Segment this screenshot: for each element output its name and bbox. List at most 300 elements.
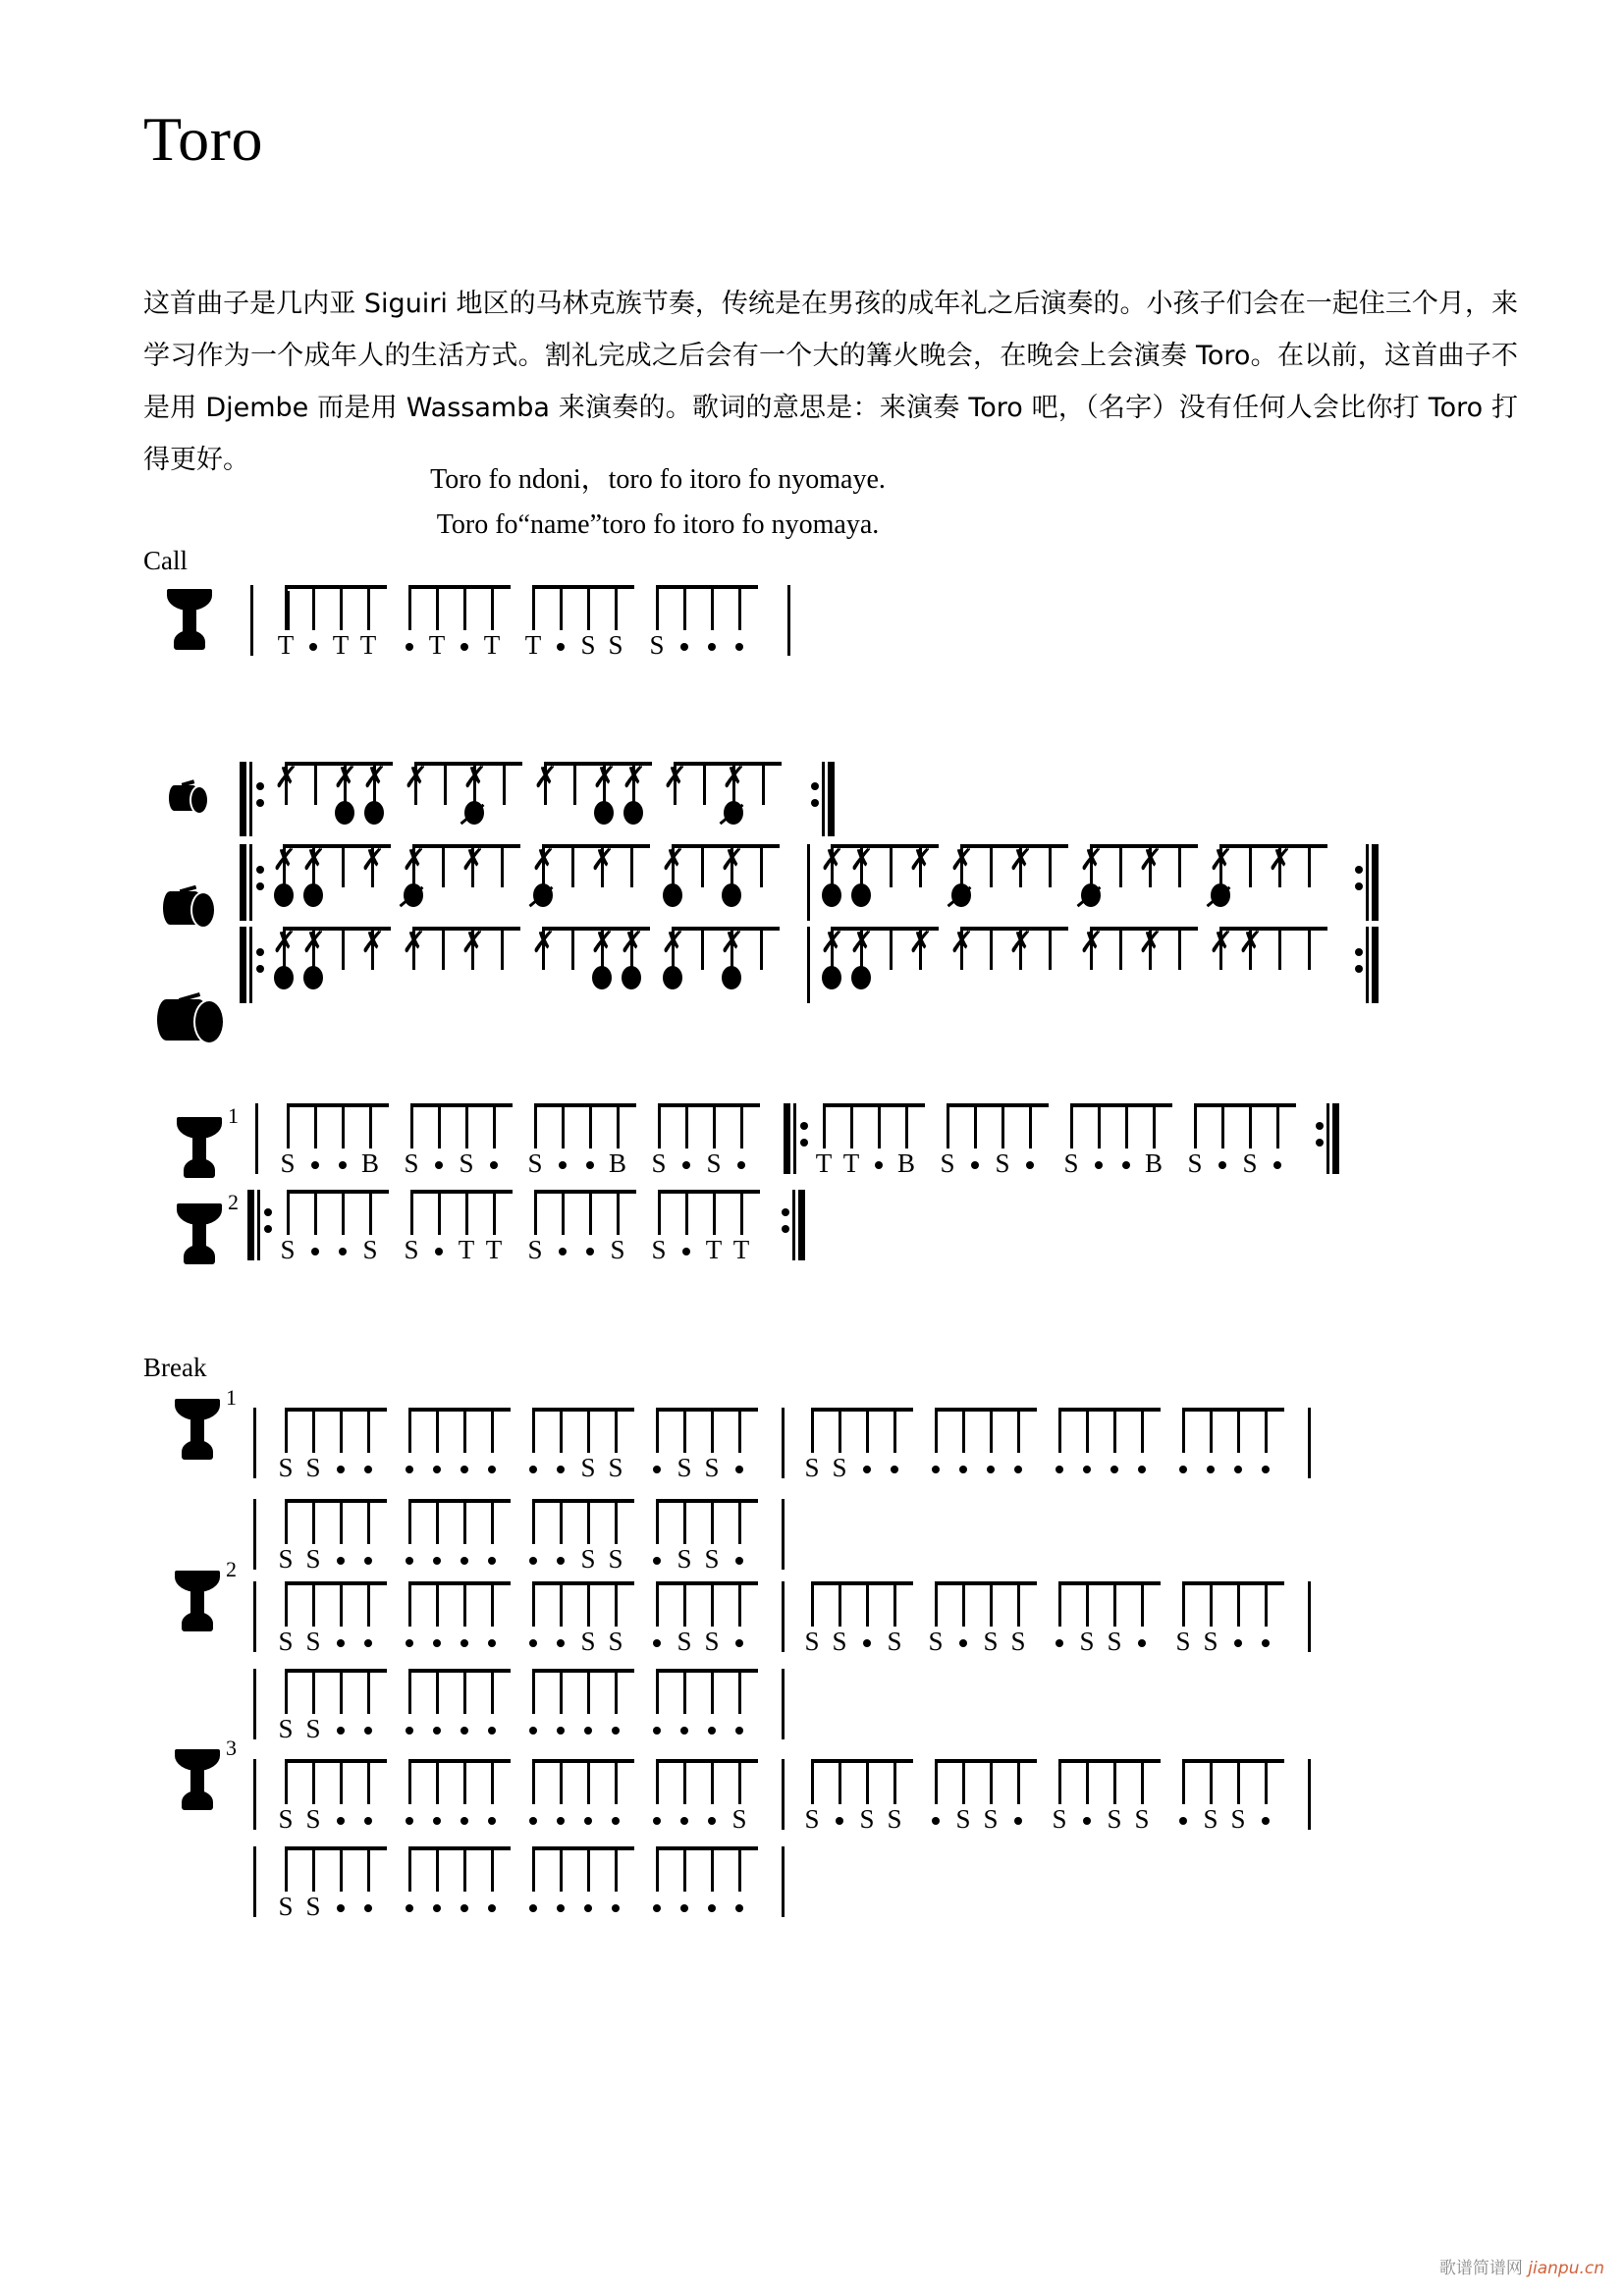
rest-dot-glyph bbox=[559, 1161, 567, 1169]
beam bbox=[285, 1759, 387, 1763]
repeat-thin-bar bbox=[249, 762, 252, 836]
repeat-dots bbox=[1316, 1113, 1324, 1155]
section-label-call: Call bbox=[143, 546, 188, 575]
lyrics-block bbox=[0, 457, 1316, 548]
stroke-letter: S bbox=[983, 1804, 999, 1834]
stroke-letter: S bbox=[527, 1148, 543, 1178]
beam bbox=[285, 1408, 387, 1412]
bell-x-notehead: ✗ bbox=[622, 761, 647, 795]
note-stem bbox=[1210, 1408, 1213, 1453]
rest-dot-glyph bbox=[1234, 1639, 1242, 1647]
beam bbox=[811, 1759, 913, 1763]
note-stem bbox=[890, 927, 893, 970]
note-stem bbox=[501, 844, 504, 887]
rest-dot-glyph bbox=[1179, 1466, 1187, 1473]
beam bbox=[1194, 1103, 1296, 1107]
rest-dot-glyph bbox=[364, 1727, 372, 1735]
stroke-letter: S bbox=[804, 1453, 820, 1482]
stroke-letter: S bbox=[651, 1148, 667, 1178]
note-stem bbox=[438, 1103, 441, 1148]
stroke-letter: B bbox=[360, 1148, 379, 1178]
rest-dot-glyph bbox=[682, 1161, 690, 1169]
note-stem bbox=[562, 1190, 565, 1235]
rest-dot-glyph bbox=[1262, 1639, 1270, 1647]
note-stem bbox=[615, 585, 618, 630]
repeat-thick-bar bbox=[828, 762, 835, 836]
bell-x-notehead: ✗ bbox=[908, 843, 934, 878]
stroke-letter: S bbox=[649, 630, 665, 660]
note-stem bbox=[491, 1408, 494, 1453]
bell-x-notehead: ✗ bbox=[720, 843, 745, 878]
note-stem bbox=[990, 1759, 993, 1804]
note-stem bbox=[285, 1669, 288, 1714]
stroke-letter: S bbox=[1107, 1804, 1122, 1834]
stroke-letter: S bbox=[677, 1544, 692, 1574]
note-stem bbox=[685, 1190, 688, 1235]
bell-x-notehead: ✗ bbox=[531, 926, 557, 960]
rest-dot-glyph bbox=[836, 1817, 843, 1825]
note-stem bbox=[713, 1103, 716, 1148]
stroke-letter: S bbox=[305, 1714, 321, 1743]
barline bbox=[253, 1846, 256, 1917]
ending-number: 2 bbox=[228, 1190, 239, 1214]
note-stem bbox=[701, 927, 704, 970]
note-stem bbox=[1265, 1581, 1268, 1627]
stroke-letter: S bbox=[608, 630, 623, 660]
rest-dot-glyph bbox=[337, 1639, 345, 1647]
note-stem bbox=[463, 1759, 466, 1804]
stroke-letter: T bbox=[732, 1235, 750, 1264]
note-stem bbox=[866, 1581, 869, 1627]
rest-dot-glyph bbox=[708, 1817, 716, 1825]
stroke-letter: S bbox=[305, 1892, 321, 1921]
note-stem bbox=[711, 1669, 714, 1714]
rest-dot-glyph bbox=[1056, 1466, 1063, 1473]
stroke-letter: S bbox=[608, 1627, 623, 1656]
repeat-end-sign bbox=[1355, 844, 1379, 921]
beam bbox=[532, 1499, 634, 1503]
rest-dot-glyph bbox=[863, 1639, 871, 1647]
stroke-letter: S bbox=[704, 1627, 720, 1656]
dunun-notehead bbox=[851, 966, 871, 989]
note-stem bbox=[683, 1581, 686, 1627]
rest-dot-glyph bbox=[337, 1817, 345, 1825]
beam bbox=[656, 1581, 758, 1585]
djembe-base bbox=[182, 1790, 213, 1810]
note-stem bbox=[713, 1190, 716, 1235]
note-stem bbox=[962, 1759, 965, 1804]
repeat-thick-bar bbox=[784, 1103, 790, 1174]
rest-dot-glyph bbox=[311, 1248, 319, 1255]
note-stem bbox=[1182, 1581, 1185, 1627]
note-stem bbox=[890, 844, 893, 887]
note-stem bbox=[893, 1408, 896, 1453]
note-stem bbox=[658, 1190, 661, 1235]
rest-dot-glyph bbox=[435, 1248, 443, 1255]
note-stem bbox=[1237, 1408, 1240, 1453]
beam bbox=[1070, 1103, 1172, 1107]
note-stem bbox=[491, 1759, 494, 1804]
beam bbox=[408, 1669, 511, 1673]
beam bbox=[410, 1190, 513, 1194]
note-stem bbox=[340, 1759, 343, 1804]
note-stem bbox=[656, 585, 659, 630]
rest-dot-glyph bbox=[653, 1466, 661, 1473]
note-stem bbox=[738, 1759, 741, 1804]
beam bbox=[656, 1408, 758, 1412]
rest-dot-glyph bbox=[433, 1557, 441, 1565]
stroke-letter: S bbox=[983, 1627, 999, 1656]
rest-dot-glyph bbox=[875, 1161, 883, 1169]
beam bbox=[532, 585, 634, 589]
stroke-letter: S bbox=[404, 1148, 419, 1178]
note-stem bbox=[839, 1759, 841, 1804]
beam bbox=[935, 1759, 1037, 1763]
note-stem bbox=[442, 844, 445, 887]
repeat-thick-bar bbox=[240, 927, 246, 1003]
note-stem bbox=[1113, 1581, 1116, 1627]
barline bbox=[782, 1669, 785, 1739]
repeat-thick-bar bbox=[1372, 927, 1379, 1003]
rest-dot-glyph bbox=[557, 1817, 565, 1825]
stroke-letter: T bbox=[359, 630, 377, 660]
note-stem bbox=[463, 1669, 466, 1714]
barline bbox=[253, 1581, 256, 1652]
stroke-letter: T bbox=[277, 630, 295, 660]
ending-number: 1 bbox=[226, 1385, 237, 1410]
rest-dot-glyph bbox=[708, 643, 716, 651]
stroke-letter: S bbox=[704, 1544, 720, 1574]
bell-x-notehead: ✗ bbox=[1209, 843, 1234, 878]
beam bbox=[532, 1846, 634, 1850]
stroke-letter: S bbox=[1010, 1627, 1026, 1656]
rest-dot-glyph bbox=[337, 1904, 345, 1912]
bell-x-notehead: ✗ bbox=[1008, 843, 1034, 878]
note-stem bbox=[560, 1581, 563, 1627]
beam bbox=[1219, 927, 1327, 931]
note-stem bbox=[760, 844, 763, 887]
rest-dot-glyph bbox=[433, 1817, 441, 1825]
beam bbox=[656, 1499, 758, 1503]
rest-dot-glyph bbox=[1273, 1161, 1281, 1169]
stroke-letter: S bbox=[651, 1235, 667, 1264]
bell-x-notehead: ✗ bbox=[820, 843, 845, 878]
note-stem bbox=[369, 1103, 372, 1148]
barline bbox=[250, 585, 253, 656]
rest-dot-glyph bbox=[653, 1904, 661, 1912]
note-stem bbox=[811, 1581, 814, 1627]
stroke-letter: S bbox=[832, 1453, 847, 1482]
barline bbox=[1308, 1581, 1311, 1652]
repeat-start-sign bbox=[784, 1103, 807, 1174]
repeat-thin-bar bbox=[257, 1190, 260, 1260]
barline bbox=[1308, 1759, 1311, 1830]
note-stem bbox=[314, 1190, 317, 1235]
stroke-letter: S bbox=[305, 1453, 321, 1482]
note-stem bbox=[587, 1408, 590, 1453]
note-stem bbox=[532, 1759, 535, 1804]
note-stem bbox=[444, 762, 447, 805]
repeat-dots bbox=[256, 939, 264, 982]
rest-dot-glyph bbox=[557, 1727, 565, 1735]
note-stem bbox=[493, 1190, 496, 1235]
note-stem bbox=[340, 1581, 343, 1627]
barline bbox=[255, 1103, 258, 1174]
note-stem bbox=[503, 762, 506, 805]
rest-dot-glyph bbox=[737, 1161, 745, 1169]
repeat-end-sign bbox=[1316, 1103, 1339, 1174]
note-stem bbox=[990, 1581, 993, 1627]
dunun-notehead bbox=[622, 966, 641, 989]
bell-x-notehead: ✗ bbox=[301, 926, 327, 960]
note-stem bbox=[1086, 1759, 1089, 1804]
rest-dot-glyph bbox=[406, 1466, 413, 1473]
repeat-dots bbox=[264, 1200, 272, 1242]
dunun-notehead bbox=[303, 883, 323, 907]
beam bbox=[658, 1190, 760, 1194]
rest-dot-glyph bbox=[586, 1248, 594, 1255]
description-paragraph bbox=[143, 278, 1518, 486]
note-stem bbox=[312, 585, 315, 630]
stroke-letter: S bbox=[1063, 1148, 1079, 1178]
beam bbox=[935, 1408, 1037, 1412]
note-stem bbox=[367, 1581, 370, 1627]
stroke-letter: S bbox=[305, 1627, 321, 1656]
stroke-letter: S bbox=[887, 1627, 902, 1656]
note-stem bbox=[738, 585, 741, 630]
rest-dot-glyph bbox=[460, 1466, 468, 1473]
note-stem bbox=[367, 1499, 370, 1544]
barline bbox=[1308, 1408, 1311, 1478]
note-stem bbox=[463, 1846, 466, 1892]
note-stem bbox=[463, 1408, 466, 1453]
djembe-icon bbox=[177, 1103, 239, 1178]
note-stem bbox=[436, 1759, 439, 1804]
dunun-notehead bbox=[623, 801, 643, 825]
rest-dot-glyph bbox=[584, 1904, 592, 1912]
repeat-start-sign bbox=[240, 927, 263, 1003]
rest-dot-glyph bbox=[364, 1817, 372, 1825]
note-stem bbox=[1308, 927, 1311, 970]
note-stem bbox=[711, 1759, 714, 1804]
note-stem bbox=[532, 1499, 535, 1544]
bell-x-notehead: ✗ bbox=[462, 761, 488, 795]
barline bbox=[807, 927, 810, 1003]
beam bbox=[947, 1103, 1049, 1107]
note-stem bbox=[1153, 1103, 1156, 1148]
note-stem bbox=[866, 1408, 869, 1453]
rest-dot-glyph bbox=[653, 1557, 661, 1565]
note-stem bbox=[656, 1669, 659, 1714]
bell-x-notehead: ✗ bbox=[1079, 843, 1105, 878]
repeat-dots bbox=[1355, 939, 1363, 982]
rest-dot-glyph bbox=[1218, 1161, 1226, 1169]
note-stem bbox=[1178, 844, 1181, 887]
note-stem bbox=[340, 1408, 343, 1453]
note-stem bbox=[285, 1846, 288, 1892]
note-stem bbox=[491, 1846, 494, 1892]
stroke-letter: S bbox=[1079, 1627, 1095, 1656]
pickup-hook bbox=[287, 591, 290, 630]
note-stem bbox=[587, 1499, 590, 1544]
note-stem bbox=[683, 1669, 686, 1714]
rest-dot-glyph bbox=[735, 1466, 743, 1473]
bell-x-notehead: ✗ bbox=[949, 926, 975, 960]
dunun-icon bbox=[169, 785, 208, 811]
barline bbox=[782, 1408, 785, 1478]
stroke-letter: S bbox=[1203, 1804, 1218, 1834]
note-stem bbox=[615, 1499, 618, 1544]
rest-dot-glyph bbox=[488, 1727, 496, 1735]
note-stem bbox=[1058, 1408, 1061, 1453]
stroke-letter: B bbox=[1144, 1148, 1163, 1178]
note-stem bbox=[1237, 1581, 1240, 1627]
note-stem bbox=[285, 1499, 288, 1544]
note-stem bbox=[1141, 1581, 1144, 1627]
bell-x-notehead: ✗ bbox=[1079, 926, 1105, 960]
note-stem bbox=[1210, 1581, 1213, 1627]
repeat-thick-bar bbox=[240, 762, 246, 836]
note-stem bbox=[962, 1581, 965, 1627]
repeat-thin-bar bbox=[1366, 927, 1369, 1003]
barline bbox=[253, 1759, 256, 1830]
note-stem bbox=[656, 1846, 659, 1892]
note-stem bbox=[342, 844, 345, 887]
note-stem bbox=[408, 1408, 411, 1453]
note-stem bbox=[1141, 1759, 1144, 1804]
rest-dot-glyph bbox=[971, 1161, 979, 1169]
stroke-letter: T bbox=[842, 1148, 860, 1178]
note-stem bbox=[893, 1581, 896, 1627]
beam bbox=[408, 1581, 511, 1585]
stroke-letter: S bbox=[305, 1804, 321, 1834]
beam bbox=[287, 1190, 389, 1194]
rest-dot-glyph bbox=[1110, 1466, 1118, 1473]
bell-x-notehead: ✗ bbox=[460, 926, 486, 960]
rest-dot-glyph bbox=[460, 1817, 468, 1825]
beam bbox=[285, 1581, 387, 1585]
beam bbox=[408, 1846, 511, 1850]
note-stem bbox=[615, 1669, 618, 1714]
note-stem bbox=[560, 585, 563, 630]
bell-x-notehead: ✗ bbox=[661, 843, 686, 878]
note-stem bbox=[811, 1759, 814, 1804]
rest-dot-glyph bbox=[680, 1904, 688, 1912]
stroke-letter: S bbox=[278, 1714, 294, 1743]
dunun-notehead bbox=[592, 966, 612, 989]
note-stem bbox=[314, 1103, 317, 1148]
repeat-start-sign bbox=[240, 844, 263, 921]
note-stem bbox=[1113, 1408, 1116, 1453]
rest-dot-glyph bbox=[653, 1817, 661, 1825]
note-stem bbox=[408, 1846, 411, 1892]
dunun-notehead bbox=[594, 801, 614, 825]
note-stem bbox=[312, 1499, 315, 1544]
stroke-letter: S bbox=[955, 1804, 971, 1834]
note-stem bbox=[532, 1846, 535, 1892]
rest-dot-glyph bbox=[337, 1727, 345, 1735]
dunun-notehead bbox=[822, 883, 841, 907]
rest-dot-glyph bbox=[735, 1727, 743, 1735]
note-stem bbox=[532, 1669, 535, 1714]
rest-dot-glyph bbox=[891, 1466, 898, 1473]
rest-dot-glyph bbox=[1207, 1466, 1215, 1473]
note-stem bbox=[1119, 844, 1122, 887]
stroke-letter: S bbox=[832, 1627, 847, 1656]
bell-x-notehead: ✗ bbox=[1238, 926, 1264, 960]
rest-dot-glyph bbox=[735, 1904, 743, 1912]
rest-dot-glyph bbox=[586, 1161, 594, 1169]
beam bbox=[532, 1669, 634, 1673]
bell-x-notehead: ✗ bbox=[272, 926, 298, 960]
repeat-thick-bar bbox=[240, 844, 246, 921]
note-stem bbox=[1249, 844, 1252, 887]
bell-x-notehead: ✗ bbox=[1209, 926, 1234, 960]
note-stem bbox=[532, 1581, 535, 1627]
stroke-letter: S bbox=[580, 1627, 596, 1656]
note-stem bbox=[438, 1190, 441, 1235]
note-stem bbox=[656, 1581, 659, 1627]
dunun-icon bbox=[163, 891, 215, 925]
repeat-end-sign bbox=[782, 1190, 805, 1260]
note-stem bbox=[656, 1499, 659, 1544]
bell-x-notehead: ✗ bbox=[663, 761, 688, 795]
note-stem bbox=[342, 1190, 345, 1235]
dunun-head bbox=[189, 785, 209, 815]
bell-x-notehead: ✗ bbox=[722, 761, 747, 795]
stroke-letter: S bbox=[706, 1148, 722, 1178]
rest-dot-glyph bbox=[460, 1727, 468, 1735]
note-stem bbox=[408, 1759, 411, 1804]
beam bbox=[656, 1846, 758, 1850]
note-stem bbox=[367, 585, 370, 630]
stroke-letter: S bbox=[704, 1453, 720, 1482]
stroke-letter: S bbox=[677, 1453, 692, 1482]
note-stem bbox=[587, 1669, 590, 1714]
repeat-dots bbox=[1355, 857, 1363, 899]
djembe-base bbox=[182, 1440, 213, 1460]
beam bbox=[1182, 1408, 1284, 1412]
rest-dot-glyph bbox=[1014, 1817, 1022, 1825]
beam bbox=[410, 1103, 513, 1107]
stroke-letter: S bbox=[1203, 1627, 1218, 1656]
rest-dot-glyph bbox=[1095, 1161, 1103, 1169]
note-stem bbox=[312, 1759, 315, 1804]
dunun-notehead bbox=[722, 883, 741, 907]
note-stem bbox=[990, 1408, 993, 1453]
beam bbox=[656, 1759, 758, 1763]
stroke-letter: S bbox=[459, 1148, 474, 1178]
djembe-icon bbox=[175, 1557, 237, 1631]
note-stem bbox=[1017, 1408, 1020, 1453]
note-stem bbox=[1210, 1759, 1213, 1804]
description-text: 这首曲子是几内亚 Siguiri 地区的马林克族节奏，传统是在男孩的成年礼之后演奏的。小孩子们会在一起住三个月，来学习作为一个成年人的生活方式。割礼完成之后会有一个大的篝火晚会，在晚会上会演奏 Toro。在以前，这首曲子不是用 Djembe 而是用 Wassamba 来演奏的。歌词的意思是：来演奏 Toro 吧，（名字）没有任何人会比你打 Toro 打得更好。 bbox=[143, 289, 1518, 475]
repeat-thin-bar bbox=[822, 762, 825, 836]
rest-dot-glyph bbox=[559, 1248, 567, 1255]
rest-dot-glyph bbox=[433, 1904, 441, 1912]
rest-dot-glyph bbox=[339, 1248, 347, 1255]
note-stem bbox=[560, 1669, 563, 1714]
note-stem bbox=[1058, 1759, 1061, 1804]
rest-dot-glyph bbox=[488, 1557, 496, 1565]
stroke-letter: S bbox=[995, 1148, 1010, 1178]
barline bbox=[807, 844, 810, 921]
rest-dot-glyph bbox=[364, 1904, 372, 1912]
beam bbox=[811, 1581, 913, 1585]
note-stem bbox=[314, 762, 317, 805]
site-watermark bbox=[1439, 2254, 1604, 2278]
note-stem bbox=[285, 1581, 288, 1627]
